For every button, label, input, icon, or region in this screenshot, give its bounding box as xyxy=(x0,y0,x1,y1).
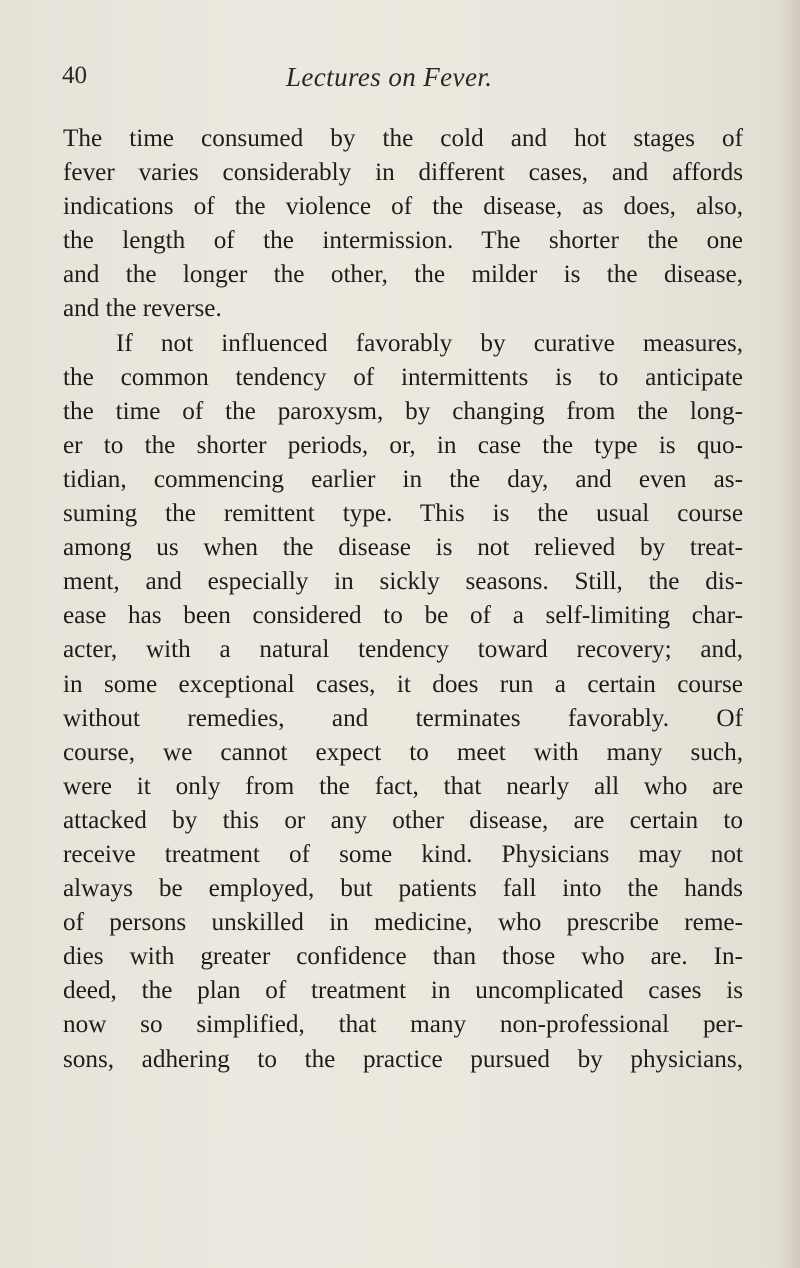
paragraph-start-line: If not influenced favorably by curative measures, xyxy=(116,329,743,357)
running-title: Lectures on Fever. xyxy=(286,62,493,92)
text-line: always be employed, but patients fall into the hands xyxy=(63,875,743,903)
body-text xyxy=(63,122,743,1077)
text-line: and the longer the other, the milder is the disease, xyxy=(63,261,743,289)
text-line: fever varies considerably in different cases, and affords xyxy=(63,159,743,187)
text-line: among us when the disease is not relieved by treat- xyxy=(63,534,743,562)
text-line: ment, and especially in sickly seasons. Still, the dis- xyxy=(63,568,743,596)
text-line: suming the remittent type. This is the usual course xyxy=(63,500,743,528)
text-line: acter, with a natural tendency toward recovery; and, xyxy=(63,636,743,664)
text-line: course, we cannot expect to meet with many such, xyxy=(63,738,743,766)
text-line: the length of the intermission. The shorter the one xyxy=(63,227,743,255)
text-line: the common tendency of intermittents is to anticipate xyxy=(63,363,743,391)
text-line: receive treatment of some kind. Physicians may not xyxy=(63,840,743,868)
text-line: sons, adhering to the practice pursued by physicians, xyxy=(63,1045,743,1073)
page-edge-shadow xyxy=(778,0,800,1268)
page-number: 40 xyxy=(62,62,87,89)
text-line: The time consumed by the cold and hot stages of xyxy=(63,125,743,152)
text-line: now so simplified, that many non-professional per- xyxy=(63,1011,743,1039)
text-line: tidian, commencing earlier in the day, and even as- xyxy=(63,465,743,493)
running-head xyxy=(62,62,732,96)
text-line: without remedies, and terminates favorably. Of xyxy=(63,704,743,732)
text-line: the time of the paroxysm, by changing from the long- xyxy=(63,397,743,425)
text-line: attacked by this or any other disease, are certain to xyxy=(63,806,743,834)
text-line: deed, the plan of treatment in uncomplicated cases is xyxy=(63,977,743,1005)
text-line: er to the shorter periods, or, in case the type is quo- xyxy=(63,431,743,459)
text-line: in some exceptional cases, it does run a certain course xyxy=(63,670,743,698)
text-line: dies with greater confidence than those who are. In- xyxy=(63,943,743,971)
text-line: of persons unskilled in medicine, who prescribe reme- xyxy=(63,909,743,937)
text-line: were it only from the fact, that nearly all who are xyxy=(63,772,743,800)
text-line: indications of the violence of the disease, as does, also, xyxy=(63,193,743,221)
text-line: and the reverse. xyxy=(63,295,222,323)
text-line: ease has been considered to be of a self-limiting char- xyxy=(63,602,743,630)
